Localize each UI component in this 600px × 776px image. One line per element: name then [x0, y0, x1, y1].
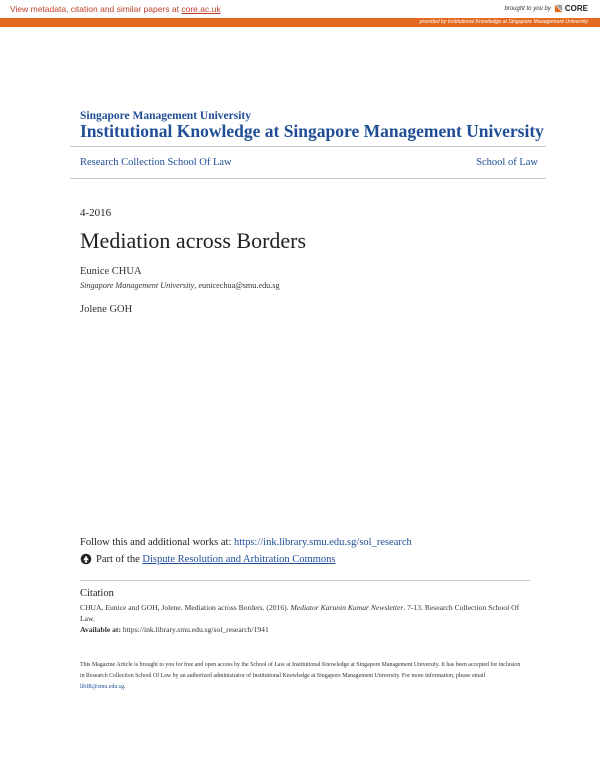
follow-text: Follow this and additional works at:: [80, 537, 234, 548]
university-name[interactable]: Singapore Management University: [80, 110, 252, 122]
author-1-affiliation: [80, 281, 280, 290]
library-email-link[interactable]: libIR@smu.edu.sg: [80, 683, 125, 690]
header-divider-top: [70, 146, 546, 147]
available-url[interactable]: https://ink.library.smu.edu.sg/sol_research/1941: [121, 625, 269, 634]
follow-line: [80, 537, 412, 548]
citation-heading: Citation: [80, 588, 114, 599]
author-2-name: Jolene GOH: [80, 304, 133, 315]
core-logo[interactable]: [554, 4, 588, 13]
header-divider-bottom: [70, 178, 546, 179]
provided-by-text: provided by Institutional Knowledge at Singapore Management University: [419, 19, 588, 25]
brought-by-text: brought to you by: [504, 5, 551, 12]
part-of-text: Part of the: [96, 553, 143, 565]
author-1-institution: Singapore Management University: [80, 281, 195, 290]
citation-divider: [80, 580, 530, 581]
school-link[interactable]: School of Law: [476, 157, 538, 168]
author-1-name: Eunice CHUA: [80, 266, 142, 277]
notice-text: This Magazine Article is brought to you for free and open access by the School of Law at Institutional Knowledge at Singapore Management University. It has been accepted for inclusion in Research Collection School Of Law by an authorized administrator of Institutional Knowledge at Singapore Management University. For more information, please email: [80, 662, 521, 679]
available-label: Available at:: [80, 625, 121, 634]
citation-text: CHUA, Eunice and GOH, Jolene. Mediation across Borders. (2016). Mediator Karunin Kumar Newsletter. 7-13. Research Collection School Of Law.: [80, 603, 520, 623]
commons-link[interactable]: Dispute Resolution and Arbitration Commons: [142, 553, 336, 565]
journal-name: Mediator Karunin Kumar Newsletter: [290, 603, 404, 612]
view-metadata-text: View metadata, citation and similar papers at core.ac.uk: [10, 4, 221, 14]
core-banner: [0, 0, 600, 18]
author-1-email: , eunicechua@smu.edu.sg: [194, 281, 280, 290]
core-ac-uk-link[interactable]: core.ac.uk: [181, 4, 221, 14]
commons-network-icon: [80, 553, 92, 565]
follow-url-link[interactable]: https://ink.library.smu.edu.sg/sol_research: [234, 537, 412, 548]
core-logo-icon: [554, 4, 563, 13]
article-title: Mediation across Borders: [80, 228, 307, 253]
repository-title[interactable]: Institutional Knowledge at Singapore Management University: [80, 121, 544, 141]
brought-by: [505, 4, 589, 13]
provided-by-bar: [0, 18, 600, 27]
publication-date: 4-2016: [80, 207, 112, 219]
access-notice: This Magazine Article is brought to you for free and open access by the School of Law at Institutional Knowledge at Singapore Management University. It has been accepted for inclusion in Research Collection School Of Law by an authorized administrator of Institutional Knowledge at Singapore Management University. For more information, please email libIR@smu.edu.sg.: [80, 662, 521, 690]
core-logo-text: CORE: [564, 4, 588, 13]
available-at: [80, 625, 269, 634]
collection-link[interactable]: Research Collection School Of Law: [80, 157, 232, 168]
part-of-line: [80, 553, 335, 565]
